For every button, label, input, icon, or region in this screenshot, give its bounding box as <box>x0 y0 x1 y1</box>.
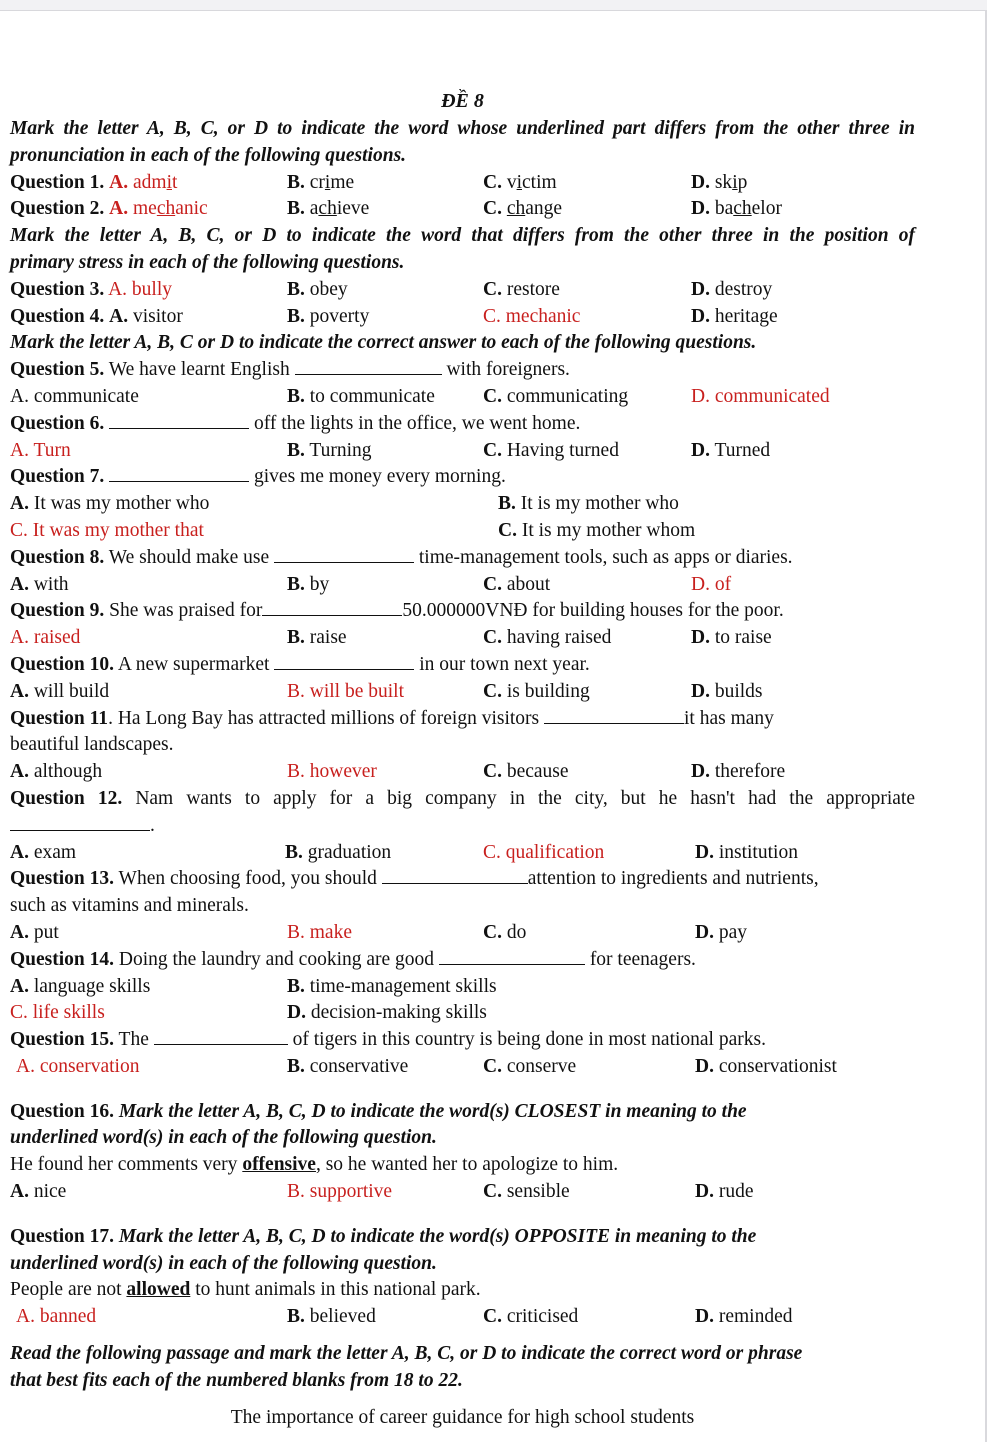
question-10-stem: Question 10. A new supermarket in our town next year. <box>10 653 590 675</box>
option-d[interactable]: D. Turned <box>691 439 771 461</box>
option-d[interactable]: D. conservationist <box>695 1055 837 1077</box>
option-a[interactable]: A. visitor <box>109 305 183 327</box>
option-d[interactable]: C. It is my mother whom <box>498 519 696 541</box>
option-b[interactable]: B. to communicate <box>287 385 435 407</box>
option-c[interactable]: C. mechanic <box>483 305 581 327</box>
question-15-stem: Question 15. The of tigers in this country is being done in most national parks. <box>10 1029 766 1051</box>
option-a[interactable]: A. with <box>10 573 69 595</box>
option-c[interactable]: C. victim <box>483 171 557 193</box>
option-b[interactable]: B. make <box>287 921 352 943</box>
exam-page <box>10 86 915 1431</box>
question-13-options <box>10 920 915 947</box>
question-12-options <box>10 840 915 867</box>
option-c[interactable]: C. about <box>483 573 551 595</box>
option-a[interactable]: A. will build <box>10 680 110 702</box>
option-d[interactable]: D. decision-making skills <box>287 1002 487 1024</box>
option-d[interactable]: D. therefore <box>691 761 786 783</box>
question-6-options <box>10 438 915 465</box>
question-11-options <box>10 759 915 786</box>
option-d[interactable]: D. institution <box>695 841 798 863</box>
question-9-options <box>10 625 915 652</box>
section-3-instruction: Mark the letter A, B, C or D to indicate the correct answer to each of the following questions. <box>10 332 757 354</box>
option-a[interactable]: A. mechanic <box>109 198 208 220</box>
option-d[interactable]: D. communicated <box>691 385 830 407</box>
option-a[interactable]: A. conservation <box>16 1055 140 1077</box>
option-c[interactable]: C. change <box>483 198 563 220</box>
option-d[interactable]: D. rude <box>695 1181 754 1203</box>
option-b[interactable]: B. achieve <box>287 198 370 220</box>
answer-blank[interactable] <box>439 948 585 965</box>
option-c[interactable]: C. having raised <box>483 627 612 649</box>
option-a[interactable]: A. bully <box>108 278 172 300</box>
answer-blank[interactable] <box>154 1028 288 1045</box>
answer-blank[interactable] <box>262 599 402 616</box>
option-c[interactable]: C. qualification <box>483 841 605 863</box>
option-c[interactable]: C. life skills <box>10 1002 105 1024</box>
question-17-instruction: Question 17. Mark the letter A, B, C, D to indicate the word(s) OPPOSITE in meaning to the <box>10 1225 757 1247</box>
option-a[interactable]: A. raised <box>10 627 81 649</box>
spacer <box>10 1206 915 1224</box>
question-11-stem-cont: beautiful landscapes. <box>10 734 174 756</box>
question-8-stem: Question 8. We should make use time-management tools, such as apps or diaries. <box>10 546 793 568</box>
answer-blank[interactable] <box>109 412 249 429</box>
option-c[interactable]: C. communicating <box>483 385 629 407</box>
option-b[interactable]: B. poverty <box>287 305 370 327</box>
option-b[interactable]: B. graduation <box>285 841 392 863</box>
question-17-options <box>10 1304 915 1331</box>
option-c[interactable]: C. because <box>483 761 569 783</box>
answer-blank[interactable] <box>109 465 249 482</box>
answer-blank[interactable] <box>382 867 528 884</box>
answer-blank[interactable] <box>274 546 414 563</box>
option-b[interactable]: B. believed <box>287 1306 376 1328</box>
question-11-stem: Question 11. Ha Long Bay has attracted millions of foreign visitors it has many <box>10 707 774 729</box>
spacer <box>10 1331 915 1341</box>
question-5-stem: Question 5. We have learnt English with foreigners. <box>10 359 570 381</box>
spacer <box>10 1081 915 1099</box>
question-2: Question 2. A. mechanic B. achieve C. change D. bachelor <box>10 196 915 223</box>
section-2-instruction: Mark the letter A, B, C, or D to indicate the word that differs from the other three in the position of <box>10 225 915 247</box>
question-9-stem: Question 9. She was praised for 50.000000VNĐ for building houses for the poor. <box>10 600 784 622</box>
option-b[interactable]: B. obey <box>287 278 348 300</box>
option-d[interactable]: D. to raise <box>691 627 772 649</box>
option-b[interactable]: B. conservative <box>287 1055 409 1077</box>
question-14-stem: Question 14. Doing the laundry and cooking are good for teenagers. <box>10 948 696 970</box>
answer-blank[interactable] <box>295 358 442 375</box>
question-7-stem: Question 7. gives me money every morning. <box>10 466 506 488</box>
question-17-instruction-cont: underlined word(s) in each of the following question. <box>10 1252 437 1274</box>
option-a[interactable]: A. nice <box>10 1181 67 1203</box>
question-14-options-row1 <box>10 974 915 1001</box>
answer-blank[interactable] <box>10 814 150 831</box>
option-c[interactable]: C. It was my mother that <box>10 519 204 541</box>
option-a[interactable]: A. put <box>10 921 59 943</box>
option-b[interactable]: B. supportive <box>287 1181 393 1203</box>
option-c[interactable]: C. is building <box>483 680 590 702</box>
passage-instruction-cont: that best fits each of the numbered blanks from 18 to 22. <box>10 1369 463 1391</box>
question-7-options-row1 <box>10 491 915 518</box>
question-16-instruction: Question 16. Mark the letter A, B, C, D to indicate the word(s) CLOSEST in meaning to the <box>10 1100 747 1122</box>
option-a[interactable]: A. communicate <box>10 385 139 407</box>
option-d[interactable]: D. bachelor <box>691 198 782 220</box>
question-14-options-row2 <box>10 1000 915 1027</box>
option-b[interactable]: B. raise <box>287 627 347 649</box>
option-a[interactable]: A. language skills <box>10 975 151 997</box>
question-6-stem: Question 6. off the lights in the office, we went home. <box>10 412 581 434</box>
question-16-sentence: He found her comments very offensive, so he wanted her to apologize to him. <box>10 1154 619 1176</box>
option-b[interactable]: B. will be built <box>287 680 404 702</box>
option-c[interactable]: C. conserve <box>483 1055 577 1077</box>
question-7-options-row2 <box>10 518 915 545</box>
option-a[interactable]: A. banned <box>16 1306 97 1328</box>
question-12-stem-cont: . <box>10 813 915 840</box>
option-c[interactable]: C. do <box>483 921 527 943</box>
option-a[interactable]: A. Turn <box>10 439 71 461</box>
option-c[interactable]: C. criticised <box>483 1306 579 1328</box>
option-d[interactable]: D. destroy <box>691 278 773 300</box>
question-12-stem: Question 12. Nam wants to apply for a big company in the city, but he hasn't had the appropriate <box>10 787 916 809</box>
option-b[interactable]: B. It is my mother who <box>498 493 679 515</box>
answer-blank[interactable] <box>274 653 414 670</box>
question-16-options <box>10 1179 915 1206</box>
question-3: Question 3. A. bully B. obey C. restore D. destroy <box>10 277 915 304</box>
option-b[interactable]: B. Turning <box>287 439 372 461</box>
exam-title: ĐỀ 8 <box>441 90 484 112</box>
option-b[interactable]: B. time-management skills <box>287 975 497 997</box>
option-b[interactable]: B. however <box>287 761 377 783</box>
passage-instruction: Read the following passage and mark the letter A, B, C, or D to indicate the correct word or phrase <box>10 1343 803 1365</box>
option-d[interactable]: D. builds <box>691 680 763 702</box>
question-4: Question 4. A. visitor B. poverty C. mechanic D. heritage <box>10 304 915 331</box>
spacer <box>10 1395 915 1405</box>
question-8-options <box>10 572 915 599</box>
option-a[interactable]: A. although <box>10 761 103 783</box>
answer-blank[interactable] <box>544 707 684 724</box>
question-15-options <box>10 1054 915 1081</box>
question-1: Question 1. A. admit B. crime C. victim D. skip <box>10 170 915 197</box>
question-13-stem: Question 13. When choosing food, you should attention to ingredients and nutrients, <box>10 868 819 890</box>
option-a[interactable]: A. It was my mother who <box>10 493 210 515</box>
question-17-sentence: People are not allowed to hunt animals in this national park. <box>10 1279 481 1301</box>
question-16-instruction-cont: underlined word(s) in each of the following question. <box>10 1127 437 1149</box>
section-1-instruction: Mark the letter A, B, C, or D to indicate the word whose underlined part differs from the other three in <box>10 118 915 139</box>
question-5-options <box>10 384 915 411</box>
option-a[interactable]: A. exam <box>10 841 77 863</box>
question-10-options <box>10 679 915 706</box>
section-2-instruction-cont: primary stress in each of the following questions. <box>10 251 405 273</box>
option-a[interactable]: A. admit <box>109 171 178 193</box>
section-1-instruction-cont: pronunciation in each of the following questions. <box>10 144 407 166</box>
option-b[interactable]: B. crime <box>287 171 355 193</box>
question-13-stem-cont: such as vitamins and minerals. <box>10 895 249 917</box>
option-c[interactable]: C. sensible <box>483 1181 570 1203</box>
option-d[interactable]: D. reminded <box>695 1306 793 1328</box>
option-b[interactable]: B. by <box>287 573 330 595</box>
option-d[interactable]: D. skip <box>691 171 748 193</box>
option-c[interactable]: C. restore <box>483 278 560 300</box>
option-d[interactable]: D. pay <box>695 921 747 943</box>
browser-top-bar <box>0 0 987 11</box>
passage-title: The importance of career guidance for high school students <box>230 1406 695 1428</box>
option-d[interactable]: D. heritage <box>691 305 778 327</box>
option-c[interactable]: C. Having turned <box>483 439 619 461</box>
option-d[interactable]: D. of <box>691 573 732 595</box>
